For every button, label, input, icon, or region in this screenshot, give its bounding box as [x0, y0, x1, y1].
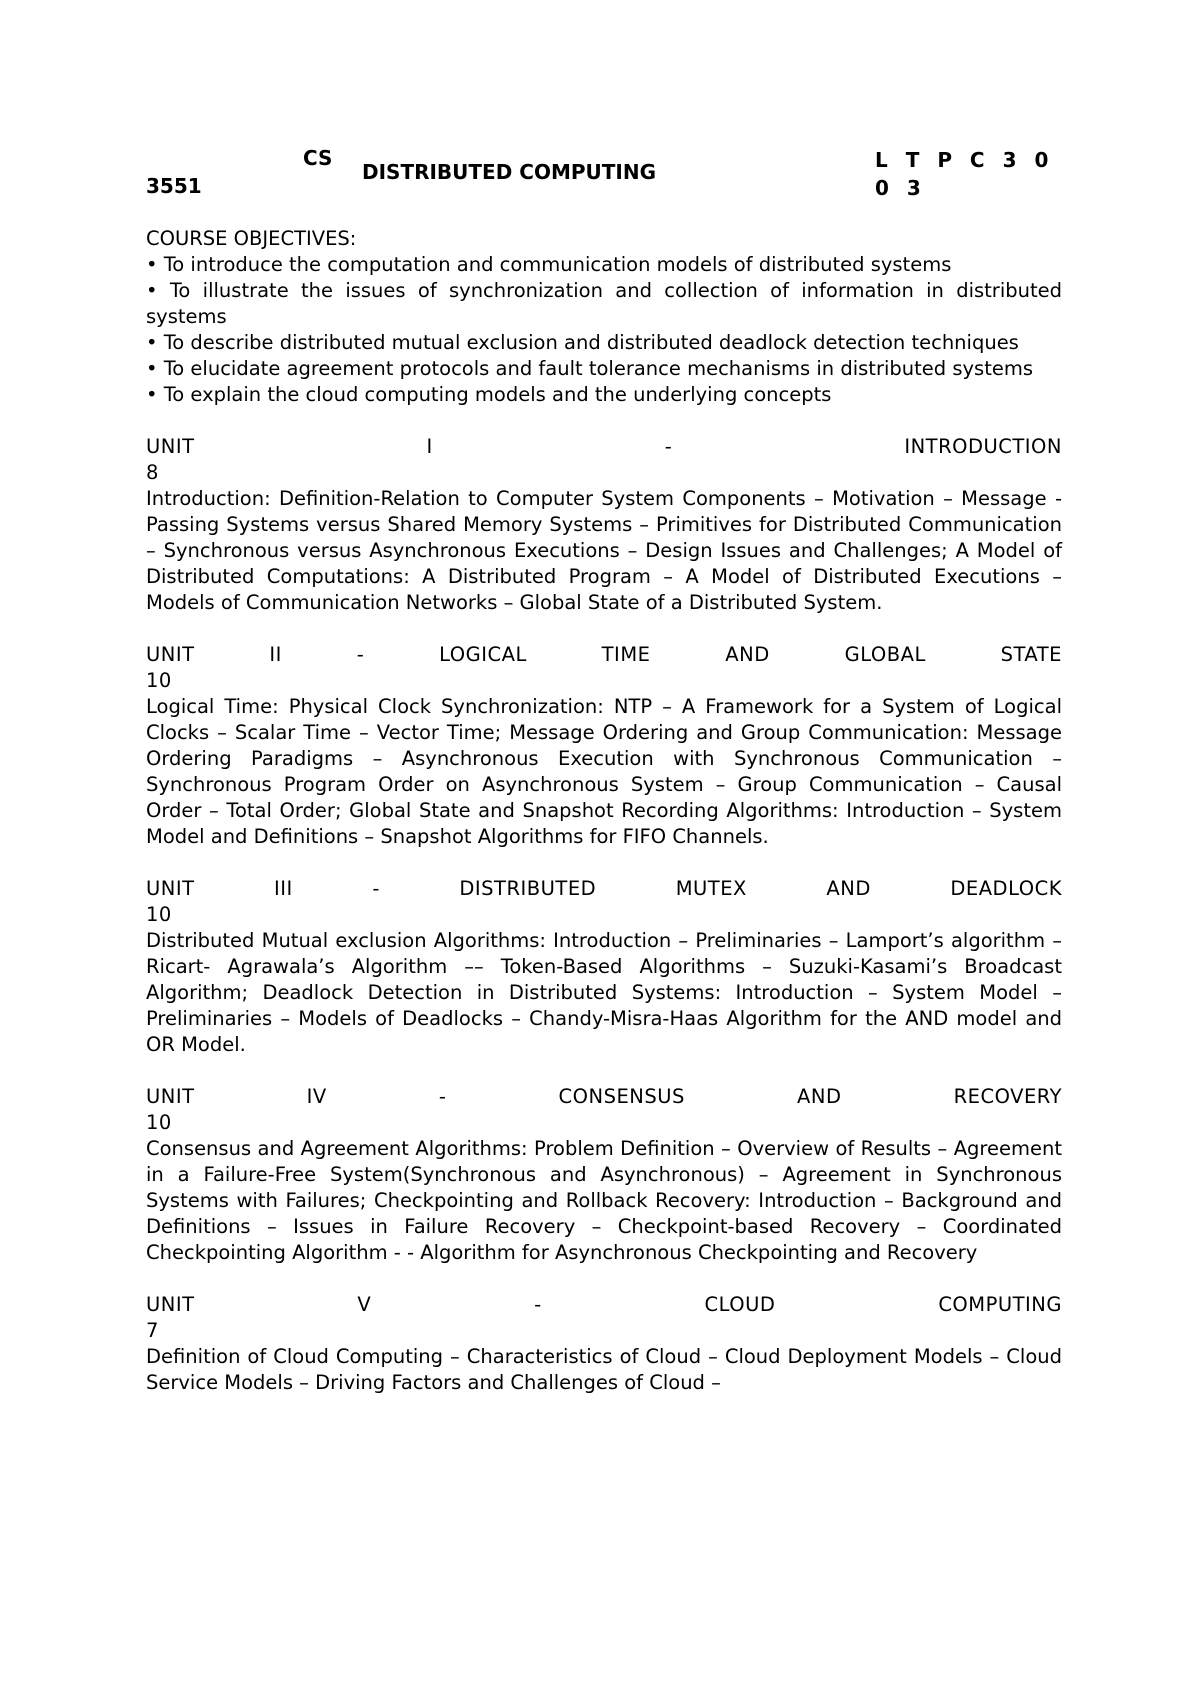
objective-item: • To explain the cloud computing models and the underlying concepts: [146, 382, 1062, 408]
objective-item: • To illustrate the issues of synchronization and collection of information in distributed systems: [146, 278, 1062, 330]
unit-section: [146, 434, 1062, 616]
unit-hours: 10: [146, 1111, 172, 1134]
objective-item: • To describe distributed mutual exclusion and distributed deadlock detection techniques: [146, 330, 1062, 356]
unit-description: Logical Time: Physical Clock Synchronization: NTP – A Framework for a System of Logical Clocks – Scalar Time – Vector Time; Message Ordering and Group Communication: Message Ordering Paradigms – Asynchronous Execution with Synchronous Communication – Synchronous Program Order on Asynchronous System – Group Communication – Causal Order – Total Order; Global State and Snapshot Recording Algorithms: Introduction – System Model and Definitions – Snapshot Algorithms for FIFO Channels.: [146, 695, 1062, 848]
course-code-prefix: CS: [303, 146, 333, 170]
unit-hours: 10: [146, 903, 172, 926]
unit-heading: UNIT I - INTRODUCTION: [146, 435, 1062, 458]
unit-section: [146, 642, 1062, 850]
objective-item: • To elucidate agreement protocols and fault tolerance mechanisms in distributed systems: [146, 356, 1062, 382]
unit-description: Distributed Mutual exclusion Algorithms: Introduction – Preliminaries – Lamport’s algorithm – Ricart- Agrawala’s Algorithm –– Token-Based Algorithms – Suzuki-Kasami’s Broadcast Algorithm; Deadlock Detection in Distributed Systems: Introduction – System Model – Preliminaries – Models of Deadlocks – Chandy-Misra-Haas Algorithm for the AND model and OR Model.: [146, 929, 1062, 1056]
unit-description: Introduction: Definition-Relation to Computer System Components – Motivation – Message - Passing Systems versus Shared Memory Systems – Primitives for Distributed Communication – Synchronous versus Asynchronous Executions – Design Issues and Challenges; A Model of Distributed Computations: A Distributed Program – A Model of Distributed Executions – Models of Communication Networks – Global State of a Distributed System.: [146, 487, 1062, 614]
unit-hours: 8: [146, 461, 159, 484]
objective-item: • To introduce the computation and communication models of distributed systems: [146, 252, 1062, 278]
unit-section: [146, 876, 1062, 1058]
unit-heading: UNIT V - CLOUD COMPUTING: [146, 1293, 1062, 1316]
unit-section: [146, 1084, 1062, 1266]
unit-description: Consensus and Agreement Algorithms: Problem Definition – Overview of Results – Agreement in a Failure-Free System(Synchronous and Asynchronous) – Agreement in Synchronous Systems with Failures; Checkpointing and Rollback Recovery: Introduction – Background and Definitions – Issues in Failure Recovery – Checkpoint-based Recovery – Coordinated Checkpointing Algorithm - - Algorithm for Asynchronous Checkpointing and Recovery: [146, 1137, 1062, 1264]
objectives-list: [146, 252, 1062, 408]
course-credits: L T P C 3 0 0 3: [875, 148, 1051, 200]
syllabus-content: [146, 226, 1062, 1396]
unit-hours: 10: [146, 669, 172, 692]
course-title: DISTRIBUTED COMPUTING: [362, 160, 657, 184]
unit-heading: UNIT II - LOGICAL TIME AND GLOBAL STATE: [146, 643, 1062, 666]
unit-heading: UNIT IV - CONSENSUS AND RECOVERY: [146, 1085, 1062, 1108]
unit-description: Definition of Cloud Computing – Characteristics of Cloud – Cloud Deployment Models – Cloud Service Models – Driving Factors and Challenges of Cloud –: [146, 1345, 1062, 1394]
unit-hours: 7: [146, 1319, 159, 1342]
unit-section: [146, 1292, 1062, 1396]
objectives-heading: COURSE OBJECTIVES:: [146, 227, 357, 250]
course-code-number: 3551: [146, 174, 202, 198]
unit-heading: UNIT III - DISTRIBUTED MUTEX AND DEADLOCK: [146, 877, 1062, 900]
